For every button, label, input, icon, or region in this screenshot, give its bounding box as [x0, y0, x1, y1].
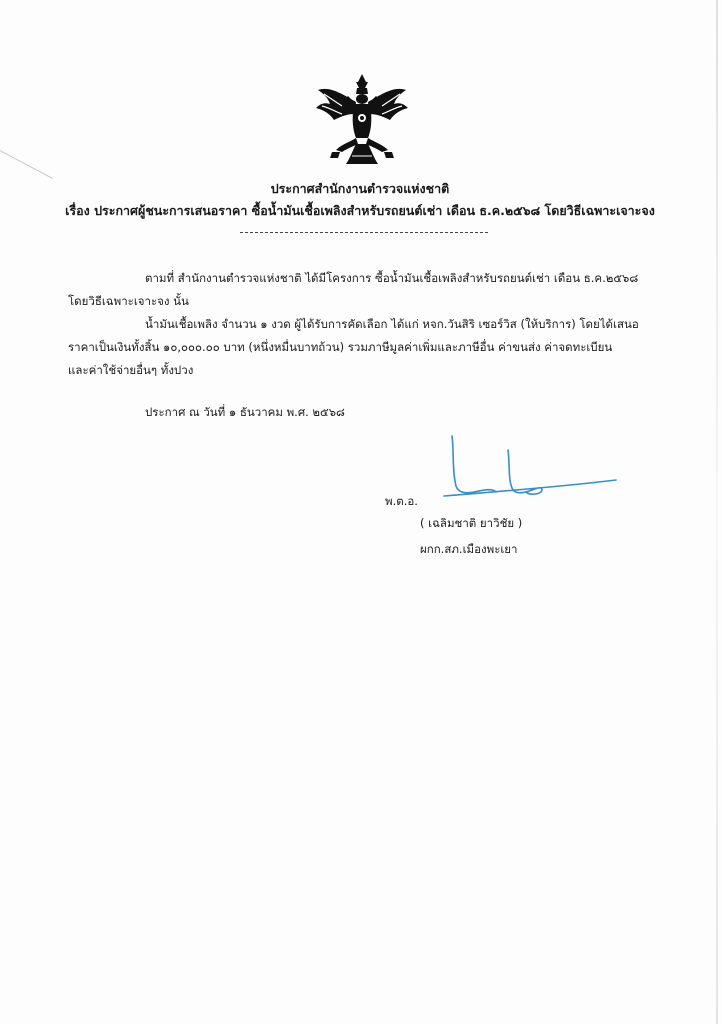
announcement-date: ประกาศ ณ วันที่ ๑ ธันวาคม พ.ศ. ๒๕๖๘	[145, 405, 345, 419]
document-title: ประกาศสำนักงานตำรวจแห่งชาติ	[270, 181, 450, 196]
body-paragraph-2-line-1: น้ำมันเชื้อเพลิง จำนวน ๑ งวด ผู้ได้รับการคัดเลือก ได้แก่ หจก.วันสิริ เซอร์วิส (ให้บริการ) โดยได้เสนอ	[145, 317, 639, 331]
paper-fold-mark	[0, 150, 53, 179]
signer-name: ( เฉลิมชาติ ยาวิชัย )	[420, 516, 523, 530]
body-paragraph-2-line-3: และค่าใช้จ่ายอื่นๆ ทั้งปวง	[68, 363, 194, 377]
body-paragraph-2-line-2: ราคาเป็นเงินทั้งสิ้น ๑๐,๐๐๐.๐๐ บาท (หนึ่งหมื่นบาทถ้วน) รวมภาษีมูลค่าเพิ่มและภาษีอื่น ค่าขนส่ง ค่าจดทะเบียน	[68, 340, 613, 354]
signer-rank: พ.ต.อ.	[385, 494, 418, 508]
document-subject: เรื่อง ประกาศผู้ชนะการเสนอราคา ซื้อน้ำมันเชื้อเพลิงสำหรับรถยนต์เช่า เดือน ธ.ค.๒๕๖๘ โดยวิธีเฉพาะเจาะจง	[65, 203, 655, 218]
body-paragraph-1-line-1: ตามที่ สำนักงานตำรวจแห่งชาติ ได้มีโครงการ ซื้อน้ำมันเชื้อเพลิงสำหรับรถยนต์เช่า เดือน ธ.ค.๒๕๖๘	[145, 271, 639, 285]
handwritten-signature	[430, 430, 630, 510]
garuda-emblem-icon	[312, 68, 412, 168]
title-divider	[240, 232, 488, 233]
scan-edge-shadow	[716, 0, 718, 1024]
body-paragraph-1-line-2: โดยวิธีเฉพาะเจาะจง นั้น	[68, 294, 189, 308]
signer-position: ผกก.สภ.เมืองพะเยา	[420, 542, 518, 556]
